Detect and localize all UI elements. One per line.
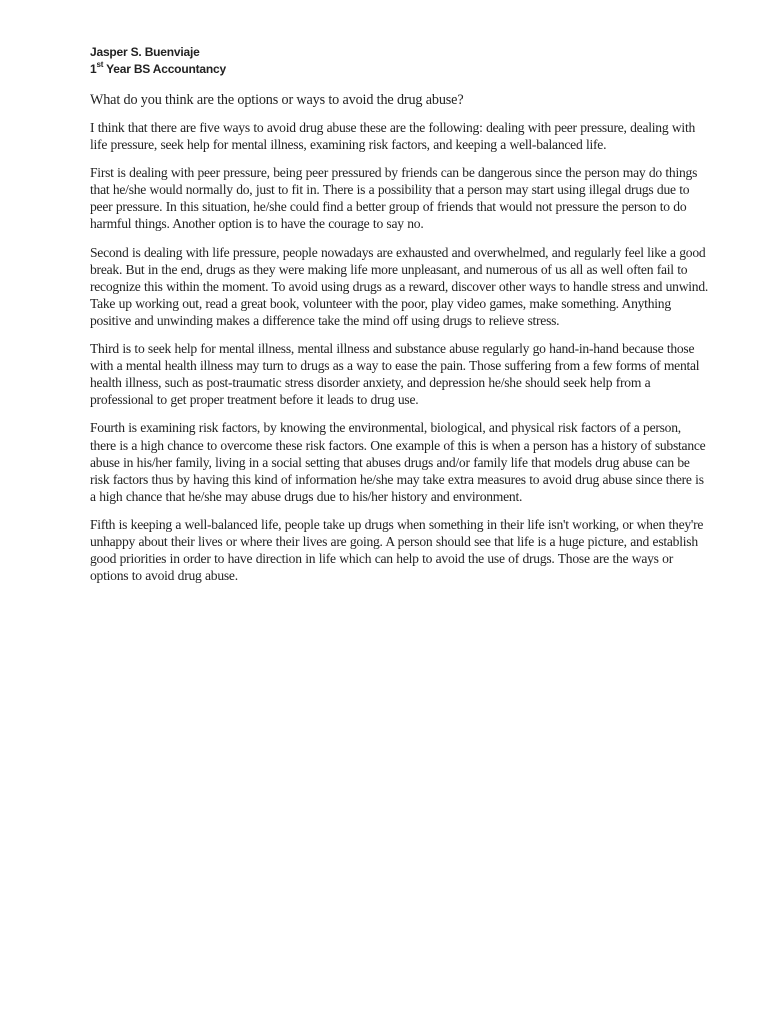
year-course: Year BS Accountancy <box>103 62 226 76</box>
year-number: 1 <box>90 62 97 76</box>
year-suffix: st <box>96 60 104 69</box>
paragraph-mental-illness: Third is to seek help for mental illness, mental illness and substance abuse regularly go hand-in-hand because those with a mental health illness may turn to drugs as a way to ease the pain. Those suffering from a few forms of mental health illness, such as post-traumatic stress disorder anxiety, and depression he/she should seek help from a professional to get proper treatment before it leads to drug use. <box>90 341 700 408</box>
paragraph-life-pressure: Second is dealing with life pressure, people nowadays are exhausted and overwhelmed, and regularly feel like a good break. But in the end, drugs as they were making life more unpleasant, and numerous of us all as well often fail to recognize this within the moment. To avoid using drugs as a reward, discover other ways to handle stress and unwind. Take up working out, read a great book, volunteer with the poor, play video games, make something. Anything positive and unwinding makes a difference take the mind off using drugs to relieve stress. <box>90 244 709 328</box>
year-course-line <box>90 61 710 78</box>
paragraph-peer-pressure: First is dealing with peer pressure, being peer pressured by friends can be dangerous since the person may do things that he/she would normally do, just to fit in. There is a possibility that a person may start using illegal drugs due to peer pressure. In this situation, he/she could find a better group of friends that would not pressure the person to do harmful things. Another option is to have the courage to say no. <box>90 165 698 232</box>
author-name: Jasper S. Buenviaje <box>90 45 200 59</box>
essay-question: What do you think are the options or ways to avoid the drug abuse? <box>90 92 464 108</box>
paragraph-intro: I think that there are five ways to avoid drug abuse these are the following: dealing with peer pressure, dealing with life pressure, seek help for mental illness, examining risk factors, and keeping a well-balanced life. <box>90 120 696 153</box>
paragraph-balanced-life: Fifth is keeping a well-balanced life, people take up drugs when something in their life isn't working, or when they're unhappy about their lives or where their lives are going. A person should see that life is a huge picture, and establish good priorities in order to have direction in life which can help to avoid the use of drugs. Those are the ways or options to avoid drug abuse. <box>90 516 704 584</box>
paragraph-risk-factors: Fourth is examining risk factors, by knowing the environmental, biological, and physical risk factors of a person, there is a high chance to overcome these risk factors. One example of this is when a person has a history of substance abuse in his/her family, living in a social setting that abuses drugs and/or family life that models drug abuse can be risk factors thus by having this kind of information he/she may take extra measures to avoid drug abuse since there is a high chance that he/she may abuse drugs due to his/her history and environment. <box>90 420 706 504</box>
